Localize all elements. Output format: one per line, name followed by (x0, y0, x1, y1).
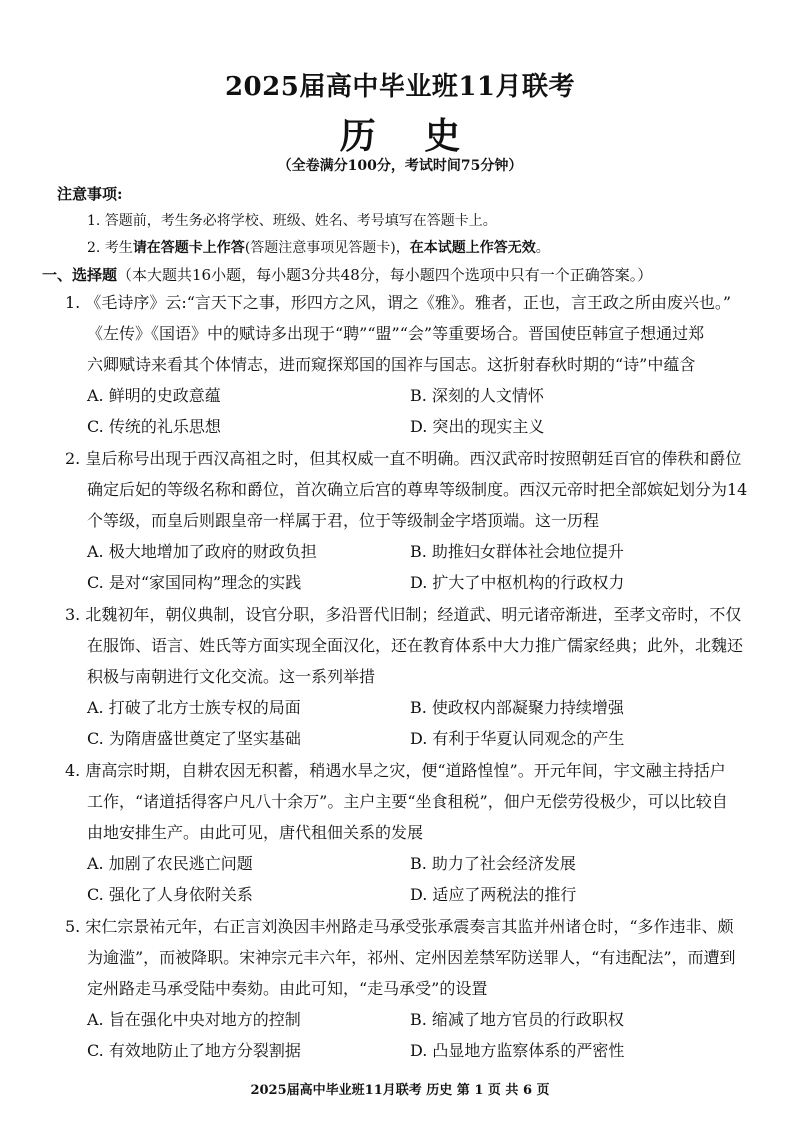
option-d: D. 适应了两税法的推行 (410, 885, 577, 904)
option-c: C. 有效地防止了地方分裂割据 (87, 1041, 301, 1060)
option-b: B. 助力了社会经济发展 (410, 854, 576, 873)
note-item-2-part-a: 2. 考生 (87, 240, 133, 256)
question-line: 确定后妃的等级名称和爵位，首次确立后宫的尊卑等级制度。西汉元帝时把全部嫔妃划分为14 (87, 480, 748, 499)
option-d: D. 有利于华夏认同观念的产生 (410, 729, 625, 748)
option-c: C. 传统的礼乐思想 (87, 417, 221, 436)
option-b: B. 助推妇女群体社会地位提升 (410, 542, 624, 561)
note-item-2-part-e: 。 (535, 240, 550, 256)
option-a: A. 旨在强化中央对地方的控制 (87, 1010, 301, 1029)
option-c: C. 是对“家国同构”理念的实践 (87, 573, 302, 592)
question-line: 工作，“诸道括得客户凡八十余万”。主户主要“坐食租税”，佃户无偿劳役极少，可以比较自 (87, 792, 728, 811)
note-item-2-part-c: (答题注意事项见答题卡)， (244, 240, 410, 256)
option-a: A. 打破了北方士族专权的局面 (87, 698, 301, 717)
note-item-1: 1. 答题前，考生务必将学校、班级、姓名、考号填写在答题卡上。 (87, 213, 497, 229)
question-line: 1. 《毛诗序》云:“言天下之事，形四方之风，谓之《雅》。雅者，正也，言王政之所由废兴也。” (65, 293, 732, 312)
option-c: C. 为隋唐盛世奠定了坚实基础 (87, 729, 301, 748)
question-line: 个等级，而皇后则跟皇帝一样属于君，位于等级制金字塔顶端。这一历程 (87, 511, 600, 530)
option-d: D. 扩大了中枢机构的行政权力 (410, 573, 625, 592)
option-a: A. 加剧了农民逃亡问题 (87, 854, 253, 873)
question-line: 定州路走马承受陆中奏劾。由此可知，“走马承受”的设置 (87, 979, 488, 998)
option-b: B. 使政权内部凝聚力持续增强 (410, 698, 624, 717)
question-line: 由地安排生产。由此可见，唐代租佃关系的发展 (87, 823, 424, 842)
question-line: 为逾滥”，而被降职。宋神宗元丰六年，祁州、定州因差禁军防送罪人，“有违配法”，而遭到 (87, 948, 736, 967)
option-c: C. 强化了人身依附关系 (87, 885, 253, 904)
section-title: 一、选择题 (42, 266, 118, 284)
note-item-2-part-b: 请在答题卡上作答 (132, 240, 245, 256)
option-d: D. 突出的现实主义 (410, 417, 545, 436)
question-line: 2. 皇后称号出现于西汉高祖之时，但其权威一直不明确。西汉武帝时按照朝廷百官的俸秩和爵位 (65, 449, 742, 468)
option-a: A. 极大地增加了政府的财政负担 (87, 542, 317, 561)
note-item-2 (87, 237, 550, 257)
question-line: 4. 唐高宗时期，自耕农因无积蓄，稍遇水旱之灾，便“道路惶惶”。开元年间，宇文融主持括户 (65, 761, 726, 780)
option-b: B. 深刻的人文情怀 (410, 386, 544, 405)
question-line: 5. 宋仁宗景祐元年，右正言刘涣因丰州路走马承受张承震奏言其监并州诸仓时，“多作违非、颇 (65, 917, 734, 936)
section-header (42, 264, 652, 285)
page-footer: 2025届高中毕业班11月联考 历史 第 1 页 共 6 页 (250, 1083, 550, 1098)
section-desc: （本大题共16小题，每小题3分共48分，每小题四个选项中只有一个正确答案。） (117, 266, 653, 284)
subject-title: 历 史 (339, 115, 479, 157)
exam-meta: （全卷满分100分，考试时间75分钟） (277, 158, 523, 174)
question-line: 积极与南朝进行文化交流。这一系列举措 (87, 667, 376, 686)
notes-heading: 注意事项: (57, 185, 123, 203)
question-line: 3. 北魏初年，朝仪典制，设官分职，多沿晋代旧制；经道武、明元诸帝渐进，至孝文帝时，不仅 (65, 605, 742, 624)
exam-title: 2025届高中毕业班11月联考 (224, 72, 576, 102)
question-line: 在服饰、语言、姓氏等方面实现全面汉化，还在教育体系中大力推广儒家经典；此外，北魏还 (87, 636, 744, 655)
question-line: 六卿赋诗来看其个体情志，进而窥探郑国的国祚与国志。这折射春秋时期的“诗”中蕴含 (87, 355, 696, 374)
option-a: A. 鲜明的史政意蕴 (87, 386, 221, 405)
option-b: B. 缩减了地方官员的行政职权 (410, 1010, 624, 1029)
note-item-2-part-d: 在本试题上作答无效 (409, 240, 536, 256)
question-line: 《左传》《国语》中的赋诗多出现于“聘”“盟”“会”等重要场合。晋国使臣韩宣子想通过郑 (87, 324, 705, 343)
option-d: D. 凸显地方监察体系的严密性 (410, 1041, 625, 1060)
